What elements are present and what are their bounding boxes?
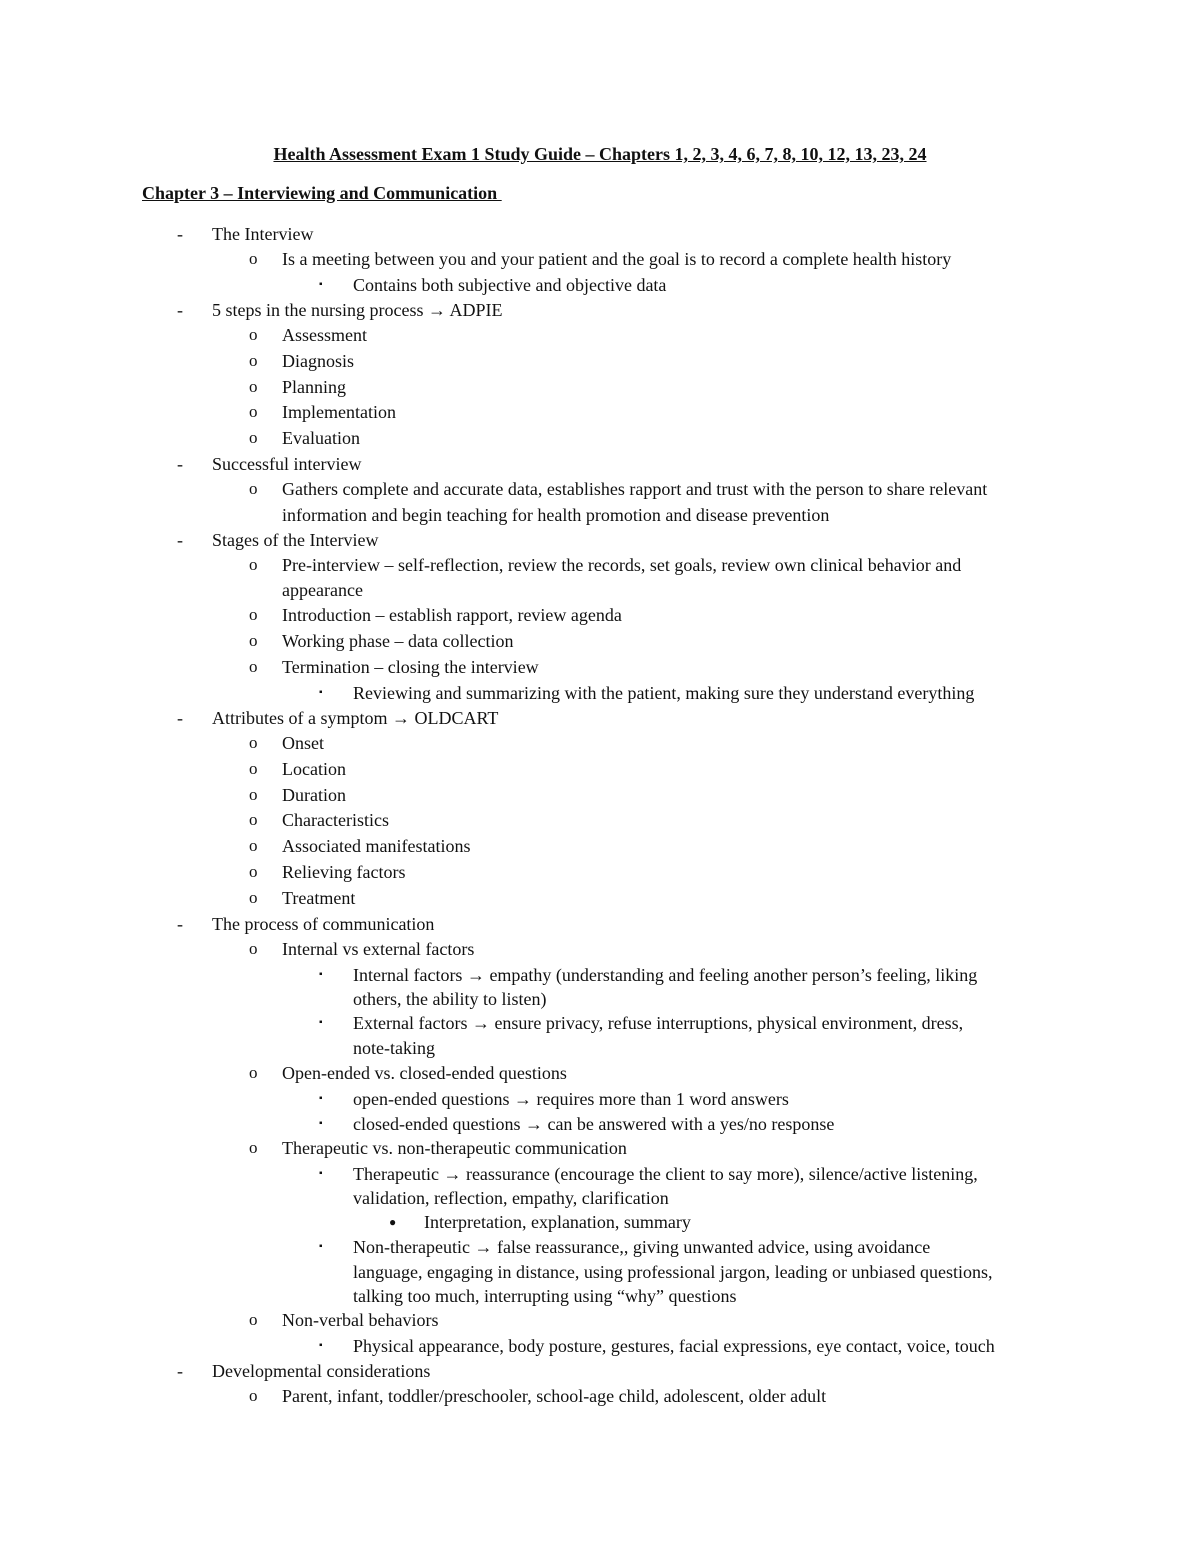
item-text: Stages of the Interview [212,530,379,550]
circle-bullet: o [249,888,258,907]
circle-bullet: o [249,810,258,829]
item-text: Contains both subjective and objective data [353,275,667,295]
circle-bullet: o [249,1310,258,1329]
item-text: Location [282,759,346,779]
item-text: Physical appearance, body posture, gestures, facial expressions, eye contact, voice, touch [353,1336,995,1356]
item-text: Assessment [282,325,367,345]
item-text: appearance [282,580,363,600]
item-text: Duration [282,785,346,805]
dot-bullet: ● [389,1215,397,1229]
circle-bullet: o [249,836,258,855]
dash-bullet: - [177,530,183,550]
item-text: Pre-interview – self-reflection, review the records, set goals, review own clinical behavior and [282,555,962,575]
item-text: Implementation [282,402,396,422]
circle-bullet: o [249,785,258,804]
square-bullet: ▪ [319,1241,323,1252]
circle-bullet: o [249,555,258,574]
square-bullet: ▪ [319,687,323,698]
item-text: others, the ability to listen) [353,989,547,1009]
item-text: External factors → ensure privacy, refuse interruptions, physical environment, dress, [353,1013,964,1033]
item-text: Associated manifestations [282,836,471,856]
item-text: Characteristics [282,810,389,830]
circle-bullet: o [249,249,258,268]
item-text: Termination – closing the interview [282,657,539,677]
square-bullet: ▪ [319,1340,323,1351]
item-text: information and begin teaching for health promotion and disease prevention [282,505,830,525]
item-text: Onset [282,733,324,753]
circle-bullet: o [249,862,258,881]
item-text: Attributes of a symptom → OLDCART [212,708,499,728]
square-bullet: ▪ [319,1168,323,1179]
circle-bullet: o [249,479,258,498]
circle-bullet: o [249,428,258,447]
circle-bullet: o [249,631,258,650]
item-text: Non-therapeutic → false reassurance,, giving unwanted advice, using avoidance [353,1237,931,1257]
circle-bullet: o [249,1138,258,1157]
circle-bullet: o [249,351,258,370]
chapter-heading: Chapter 3 – Interviewing and Communication [142,183,502,203]
dash-bullet: - [177,454,183,474]
item-text: Is a meeting between you and your patient and the goal is to record a complete health history [282,249,952,269]
item-text: Introduction – establish rapport, review agenda [282,605,622,625]
item-text: The process of communication [212,914,435,934]
item-text: Gathers complete and accurate data, establishes rapport and trust with the person to share relevant [282,479,988,499]
item-text: Internal factors → empathy (understanding and feeling another person’s feeling, liking [353,965,978,985]
dash-bullet: - [177,1361,183,1381]
circle-bullet: o [249,759,258,778]
circle-bullet: o [249,1386,258,1405]
circle-bullet: o [249,325,258,344]
item-text: talking too much, interrupting using “why” questions [353,1286,737,1306]
circle-bullet: o [249,1063,258,1082]
circle-bullet: o [249,402,258,421]
dash-bullet: - [177,300,183,320]
circle-bullet: o [249,939,258,958]
circle-bullet: o [249,377,258,396]
item-text: 5 steps in the nursing process → ADPIE [212,300,503,320]
item-text: Non-verbal behaviors [282,1310,439,1330]
dash-bullet: - [177,224,183,244]
item-text: closed-ended questions → can be answered with a yes/no response [353,1114,835,1134]
item-text: Relieving factors [282,862,406,882]
item-text: Diagnosis [282,351,354,371]
square-bullet: ▪ [319,1017,323,1028]
document-title: Health Assessment Exam 1 Study Guide – Chapters 1, 2, 3, 4, 6, 7, 8, 10, 12, 13, 23, 24 [273,144,927,164]
item-text: validation, reflection, empathy, clarification [353,1188,669,1208]
item-text: language, engaging in distance, using professional jargon, leading or unbiased questions, [353,1262,993,1282]
square-bullet: ▪ [319,1118,323,1129]
square-bullet: ▪ [319,1093,323,1104]
item-text: Reviewing and summarizing with the patient, making sure they understand everything [353,683,975,703]
item-text: open-ended questions → requires more than 1 word answers [353,1089,789,1109]
item-text: Interpretation, explanation, summary [424,1212,691,1232]
circle-bullet: o [249,733,258,752]
item-text: note-taking [353,1038,435,1058]
item-text: Open-ended vs. closed-ended questions [282,1063,567,1083]
item-text: Therapeutic → reassurance (encourage the client to say more), silence/active listening, [353,1164,978,1184]
square-bullet: ▪ [319,279,323,290]
item-text: Parent, infant, toddler/preschooler, school-age child, adolescent, older adult [282,1386,827,1406]
dash-bullet: - [177,914,183,934]
circle-bullet: o [249,657,258,676]
item-text: Evaluation [282,428,360,448]
item-text: Therapeutic vs. non-therapeutic communication [282,1138,627,1158]
item-text: The Interview [212,224,314,244]
item-text: Successful interview [212,454,362,474]
square-bullet: ▪ [319,969,323,980]
circle-bullet: o [249,605,258,624]
dash-bullet: - [177,708,183,728]
item-text: Planning [282,377,347,397]
item-text: Internal vs external factors [282,939,475,959]
item-text: Developmental considerations [212,1361,431,1381]
item-text: Treatment [282,888,356,908]
item-text: Working phase – data collection [282,631,514,651]
